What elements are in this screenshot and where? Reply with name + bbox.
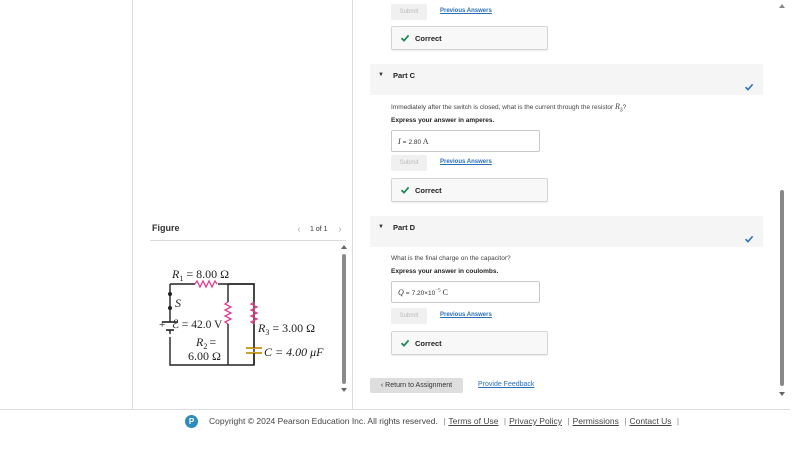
figure-scrollbar-thumb[interactable] [342, 254, 346, 384]
provide-feedback-link[interactable]: Provide Feedback [478, 381, 535, 388]
emf-label: ℰ = 42.0 V [172, 319, 223, 331]
part-d-submit-button: Submit [391, 308, 427, 324]
part-d-title: Part D [393, 223, 416, 232]
scroll-up-arrow-icon[interactable] [778, 2, 786, 10]
figure-scroll-up-icon[interactable] [340, 243, 348, 251]
part-c-previous-answers-link[interactable]: Previous Answers [440, 159, 492, 165]
r3-subscript: 3 [265, 328, 270, 337]
pearson-logo-icon: P [185, 415, 198, 428]
correct-label: Correct [415, 186, 442, 195]
r1-value: = 8.00 Ω [186, 267, 230, 281]
switch-label: S [175, 296, 181, 310]
contact-us-link[interactable]: Contact Us [629, 416, 672, 426]
copyright-text: Copyright © 2024 Pearson Education Inc. All rights reserved. [209, 416, 438, 426]
part-c-submit-button: Submit [391, 155, 427, 171]
main-scrollbar-thumb[interactable] [780, 190, 784, 386]
return-to-assignment-button[interactable] [370, 378, 463, 393]
part-d-instruction: Express your answer in coulombs. [391, 268, 499, 275]
figure-divider [150, 240, 346, 241]
svg-text:R1= 8.00 Ω [171, 267, 229, 283]
caret-down-icon: ▼ [378, 224, 384, 230]
part-c-header[interactable] [370, 64, 763, 95]
figure-scroll-down-icon[interactable] [340, 386, 348, 394]
emf-plus-sign: + [159, 319, 166, 331]
permissions-link[interactable]: Permissions [572, 416, 619, 426]
part-c-answer-field[interactable]: I = 2.80 A [391, 130, 540, 152]
part-d-question: What is the final charge on the capacitor? [391, 255, 511, 262]
panel-divider [352, 0, 353, 410]
part-d-answer-field[interactable]: $Q = 7.20\times 10^{-5}$ C [391, 281, 540, 303]
r2-label: R [196, 335, 204, 349]
part-b-correct-feedback [391, 26, 548, 50]
r1-subscript: 1 [179, 274, 184, 283]
part-d-correct-feedback [391, 331, 548, 355]
correct-label: Correct [415, 34, 442, 43]
chevron-left-icon: ‹ [380, 382, 386, 389]
capacitor-label: C = 4.00 μF [264, 345, 324, 359]
svg-text:R3= 3.00 Ω [257, 321, 315, 337]
part-c-instruction: Express your answer in amperes. [391, 117, 495, 124]
part-d-header[interactable] [370, 216, 763, 247]
r1-label: R [172, 267, 180, 281]
r3-label: R [258, 321, 266, 335]
check-icon [400, 338, 410, 348]
r2-subscript: 2 [203, 342, 208, 351]
part-c-correct-feedback [391, 178, 548, 202]
figure-title: Figure [152, 223, 180, 233]
privacy-policy-link[interactable]: Privacy Policy [509, 416, 562, 426]
part-b-previous-answers-link[interactable]: Previous Answers [440, 8, 492, 14]
part-c-check-icon [744, 82, 754, 92]
footer-divider [0, 409, 790, 410]
figure-next-chevron-right-icon[interactable]: › [338, 224, 342, 235]
part-c-question: Immediately after the switch is closed, what is the current through the resistor $R_3$? [391, 102, 627, 114]
correct-label: Correct [415, 339, 442, 348]
check-icon [400, 33, 410, 43]
resistor-r1 [195, 281, 217, 287]
left-divider [132, 0, 133, 410]
part-c-title: Part C [393, 71, 416, 80]
part-d-previous-answers-link[interactable]: Previous Answers [440, 312, 492, 318]
r2-equals: = [209, 335, 217, 349]
part-b-submit-button: Submit [391, 4, 427, 20]
resistor-r2 [225, 302, 231, 324]
r3-value: = 3.00 Ω [272, 321, 316, 335]
scroll-down-arrow-icon[interactable] [778, 390, 786, 398]
r2-value: 6.00 Ω [188, 349, 221, 363]
terms-of-use-link[interactable]: Terms of Use [448, 416, 499, 426]
footer: Copyright © 2024 Pearson Education Inc. All rights reserved. | Terms of Use | Privacy Policy | Permissions | Contact Us | [209, 416, 680, 426]
circuit-diagram [150, 262, 340, 372]
caret-down-icon: ▼ [378, 72, 384, 78]
figure-prev-chevron-left-icon[interactable]: ‹ [297, 224, 301, 235]
figure-page-count: 1 of 1 [310, 226, 328, 233]
check-icon [400, 185, 410, 195]
return-label: Return to Assignment [385, 382, 453, 389]
part-d-check-icon [744, 234, 754, 244]
